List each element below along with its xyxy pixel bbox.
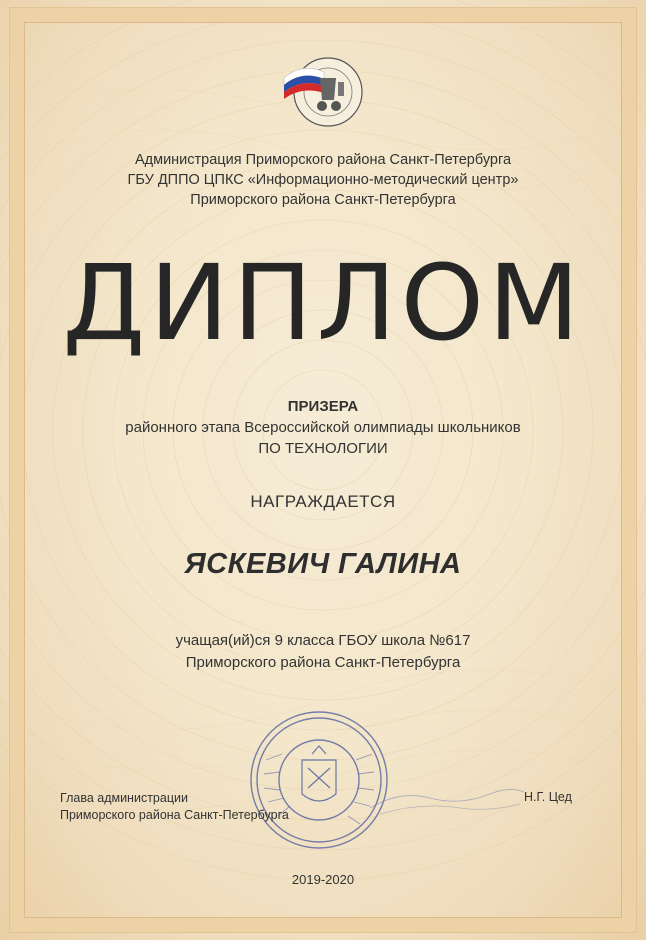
prize-event: районного этапа Всероссийской олимпиады школьников bbox=[125, 419, 521, 436]
recipient-name: ЯСКЕВИЧ ГАЛИНА bbox=[184, 548, 462, 580]
issuer-line-3: Приморского района Санкт-Петербурга bbox=[190, 192, 456, 208]
student-class: учащая(ий)ся 9 класса ГБОУ школа №617 bbox=[175, 632, 471, 649]
diploma-title: ДИПЛОМ bbox=[62, 242, 584, 364]
prize-status: ПРИЗЕРА bbox=[287, 398, 359, 415]
signer-name: Н.Г. Цед bbox=[524, 790, 572, 804]
signer-position-line-2: Приморского района Санкт-Петербурга bbox=[60, 808, 289, 822]
signer-position bbox=[60, 790, 289, 824]
academic-year: 2019-2020 bbox=[291, 872, 355, 887]
signer-position-line-1: Глава администрации bbox=[60, 791, 188, 805]
student-district: Приморского района Санкт-Петербурга bbox=[185, 654, 461, 671]
handwritten-signature bbox=[360, 768, 530, 828]
olympiad-logo bbox=[280, 48, 366, 134]
student-info bbox=[0, 630, 646, 674]
prize-subject: ПО ТЕХНОЛОГИИ bbox=[258, 440, 388, 457]
prize-block bbox=[0, 396, 646, 459]
issuer-header bbox=[0, 150, 646, 210]
awarded-label: НАГРАЖДАЕТСЯ bbox=[250, 492, 396, 511]
issuer-line-2: ГБУ ДППО ЦПКС «Информационно-методический центр» bbox=[127, 172, 519, 188]
issuer-line-1: Администрация Приморского района Санкт-Петербурга bbox=[134, 152, 512, 168]
